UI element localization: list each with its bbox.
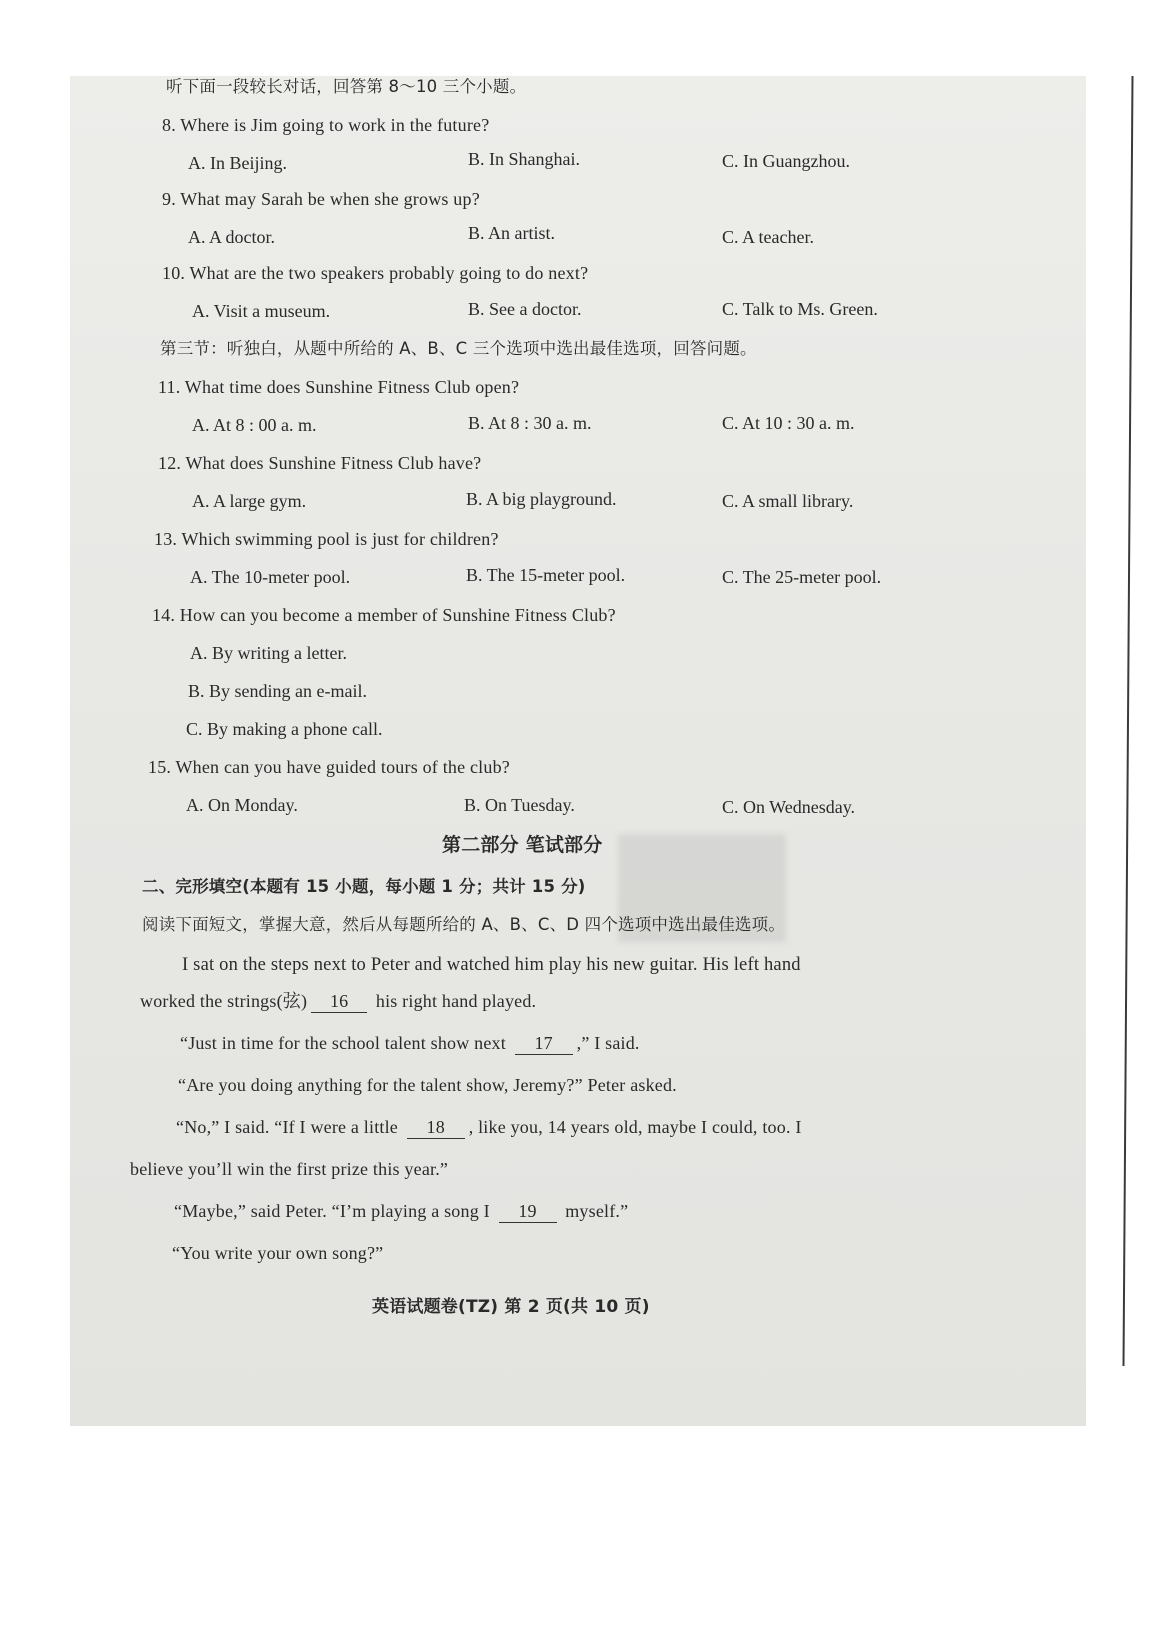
q12-option-b: B. A big playground. bbox=[466, 489, 617, 509]
passage-text: “Maybe,” said Peter. “I’m playing a song I bbox=[174, 1201, 490, 1221]
blank-17[interactable]: 17 bbox=[515, 1032, 573, 1055]
q10-option-a: A. Visit a museum. bbox=[192, 301, 331, 321]
part2-title: 第二部分 笔试部分 bbox=[442, 834, 603, 856]
q15-option-b: B. On Tuesday. bbox=[464, 795, 575, 815]
passage-line-5 bbox=[176, 1116, 802, 1139]
q14-option-b: B. By sending an e-mail. bbox=[188, 681, 367, 701]
passage-text: his right hand played. bbox=[375, 991, 537, 1011]
passage-text: , like you, 14 years old, maybe I could, too. I bbox=[468, 1117, 802, 1137]
q12-option-c: C. A small library. bbox=[722, 491, 854, 511]
q11-option-b: B. At 8 : 30 a. m. bbox=[468, 413, 592, 433]
q14-option-a: A. By writing a letter. bbox=[190, 643, 347, 663]
q13-option-a: A. The 10-meter pool. bbox=[190, 567, 351, 587]
passage-text: myself.” bbox=[565, 1201, 629, 1221]
question-9: 9. What may Sarah be when she grows up? bbox=[162, 189, 480, 209]
scanned-page bbox=[70, 76, 1086, 1426]
passage-line-4: “Are you doing anything for the talent show, Jeremy?” Peter asked. bbox=[178, 1075, 677, 1095]
passage-line-1: I sat on the steps next to Peter and watched him play his new guitar. His left hand bbox=[182, 955, 801, 975]
q15-option-c: C. On Wednesday. bbox=[722, 797, 856, 817]
question-12: 12. What does Sunshine Fitness Club have? bbox=[158, 453, 482, 473]
passage-line-6: believe you’ll win the first prize this year.” bbox=[130, 1159, 449, 1179]
q9-option-a: A. A doctor. bbox=[188, 227, 276, 247]
q8-option-b: B. In Shanghai. bbox=[468, 149, 580, 169]
passage-line-2 bbox=[140, 990, 536, 1013]
q11-option-c: C. At 10 : 30 a. m. bbox=[722, 413, 855, 433]
question-13: 13. Which swimming pool is just for children? bbox=[154, 529, 499, 549]
passage-text: ,” I said. bbox=[576, 1033, 640, 1053]
passage-line-7 bbox=[174, 1200, 628, 1223]
question-15: 15. When can you have guided tours of the club? bbox=[148, 757, 510, 777]
page-edge-line bbox=[1122, 76, 1133, 1366]
passage-line-8: “You write your own song?” bbox=[172, 1243, 384, 1263]
blank-16[interactable]: 16 bbox=[311, 990, 367, 1013]
question-8: 8. Where is Jim going to work in the future? bbox=[162, 115, 490, 135]
section3-instruction: 第三节：听独白，从题中所给的 A、B、C 三个选项中选出最佳选项，回答问题。 bbox=[160, 339, 757, 358]
passage-text: “Just in time for the school talent show next bbox=[180, 1033, 506, 1053]
question-14: 14. How can you become a member of Sunshine Fitness Club? bbox=[152, 605, 616, 625]
q10-option-c: C. Talk to Ms. Green. bbox=[722, 299, 878, 319]
q13-option-c: C. The 25-meter pool. bbox=[722, 567, 882, 587]
q12-option-a: A. A large gym. bbox=[192, 491, 307, 511]
cloze-heading: 二、完形填空(本题有 15 小题，每小题 1 分；共计 15 分) bbox=[142, 877, 586, 896]
dialogue-instruction: 听下面一段较长对话，回答第 8～10 三个小题。 bbox=[166, 77, 527, 96]
blank-18[interactable]: 18 bbox=[407, 1116, 465, 1139]
q8-option-c: C. In Guangzhou. bbox=[722, 151, 850, 171]
q15-option-a: A. On Monday. bbox=[186, 795, 298, 815]
q9-option-c: C. A teacher. bbox=[722, 227, 814, 247]
question-10: 10. What are the two speakers probably going to do next? bbox=[162, 263, 589, 283]
cloze-instruction: 阅读下面短文，掌握大意，然后从每题所给的 A、B、C、D 四个选项中选出最佳选项。 bbox=[142, 915, 786, 934]
q8-option-a: A. In Beijing. bbox=[188, 153, 287, 173]
q14-option-c: C. By making a phone call. bbox=[186, 719, 383, 739]
passage-line-3 bbox=[180, 1032, 640, 1055]
question-11: 11. What time does Sunshine Fitness Club open? bbox=[158, 377, 520, 397]
passage-text: “No,” I said. “If I were a little bbox=[176, 1117, 398, 1137]
q10-option-b: B. See a doctor. bbox=[468, 299, 582, 319]
q9-option-b: B. An artist. bbox=[468, 223, 556, 243]
blank-19[interactable]: 19 bbox=[499, 1200, 557, 1223]
q11-option-a: A. At 8 : 00 a. m. bbox=[192, 415, 317, 435]
q13-option-b: B. The 15-meter pool. bbox=[466, 565, 626, 585]
passage-text: worked the strings(弦) bbox=[140, 991, 308, 1011]
page-footer: 英语试题卷(TZ) 第 2 页(共 10 页) bbox=[372, 1297, 650, 1317]
